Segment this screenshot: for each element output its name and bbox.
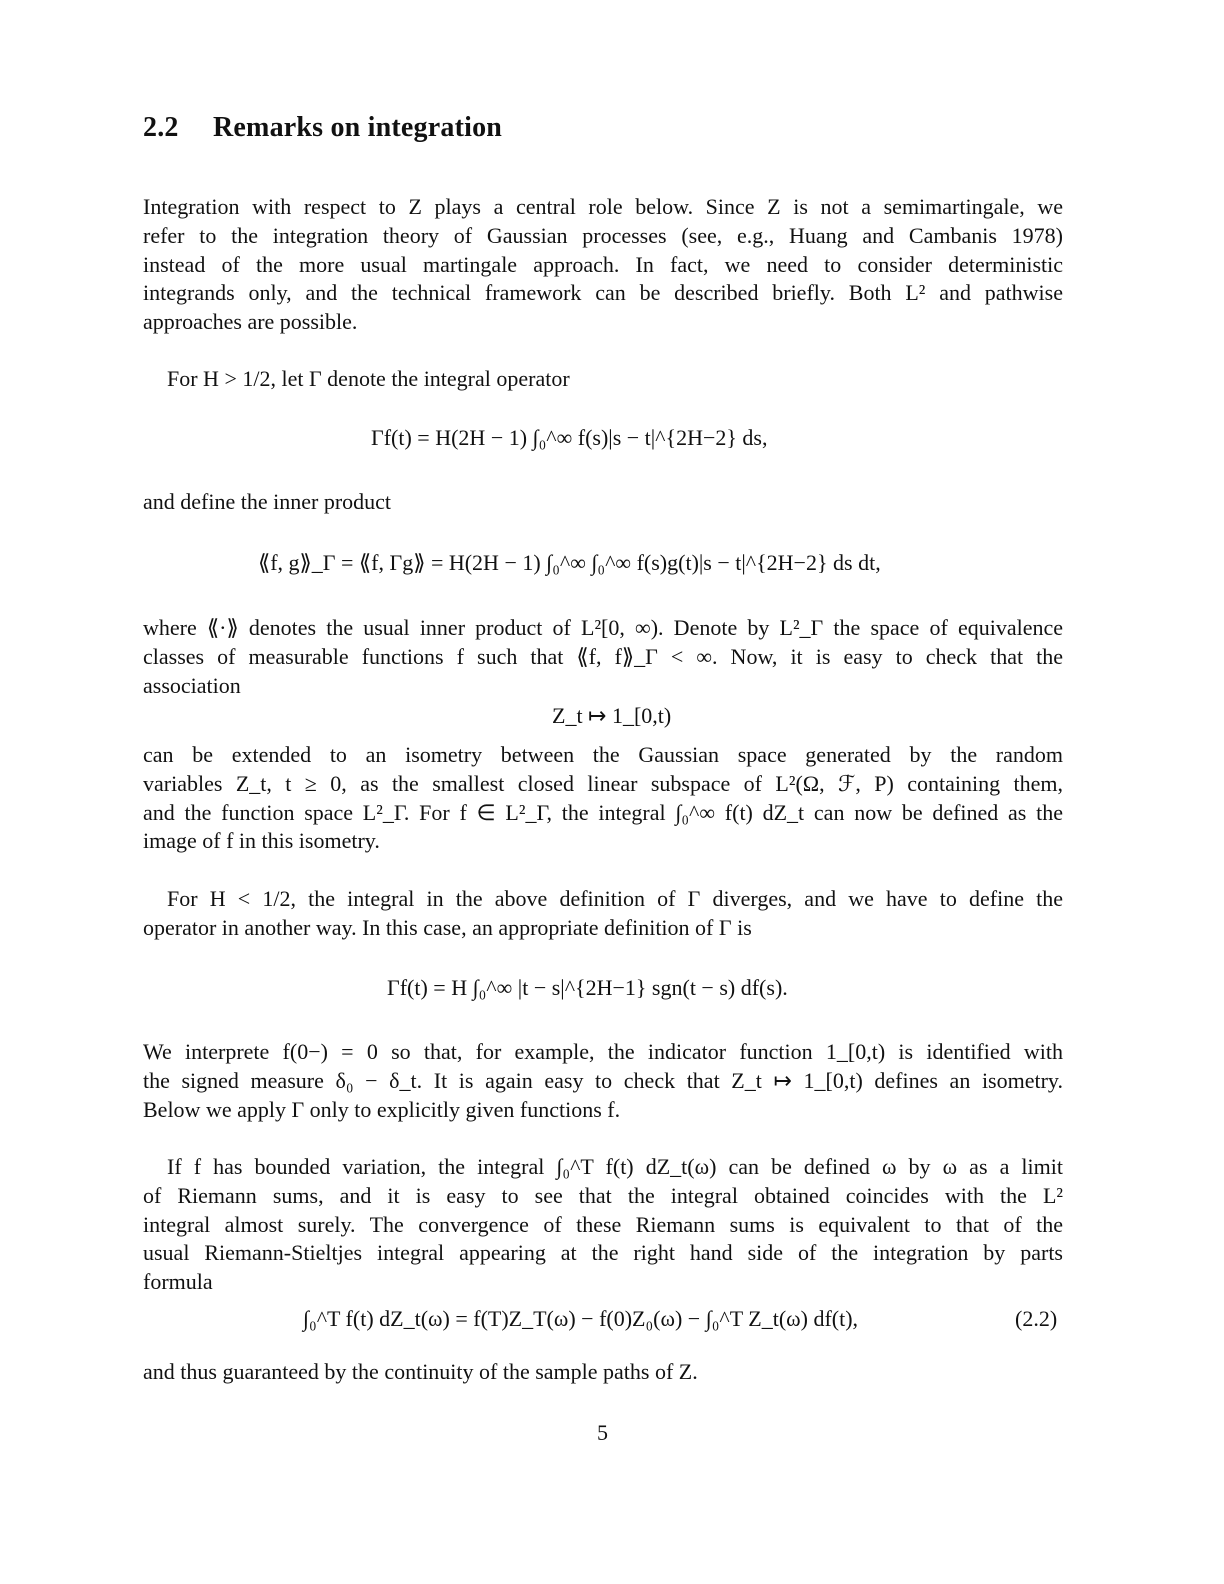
- text-line: and thus guaranteed by the continuity of the sample paths of Z.: [143, 1359, 698, 1384]
- text-line: of Riemann sums, and it is easy to see that the integral obtained coincides with the L²: [143, 1182, 1063, 1208]
- equation-gamma-alt: [387, 975, 788, 1001]
- equation-label: [1015, 1306, 1057, 1332]
- text-line: can be extended to an isometry between the Gaussian space generated by the random: [143, 742, 1063, 767]
- text-line: integrands only, and the technical framework can be described briefly. Both L² and pathwise: [143, 280, 1063, 306]
- text-line: and define the inner product: [143, 489, 392, 514]
- equation-text: Γf(t) = H ∫₀^∞ |t − s|^{2H−1} sgn(t − s) df(s).: [387, 975, 788, 1000]
- paragraph-gamma-def: [143, 365, 570, 394]
- equation-text: ∫₀^T f(t) dZ_t(ω) = f(T)Z_T(ω) − f(0)Z₀(ω) − ∫₀^T Z_t(ω) df(t),: [303, 1306, 859, 1331]
- paragraph-equivalence: [143, 614, 1063, 700]
- paragraph-h-less-half: [143, 885, 1063, 943]
- text-line: operator in another way. In this case, an appropriate definition of Γ is: [143, 914, 752, 940]
- equation-text: ⟪f, g⟫_Γ = ⟪f, Γg⟫ = H(2H − 1) ∫₀^∞ ∫₀^∞ f(s)g(t)|s − t|^{2H−2} ds dt,: [258, 550, 881, 575]
- text-line: image of f in this isometry.: [143, 828, 380, 854]
- text-line: For H > 1/2, let Γ denote the integral operator: [167, 366, 570, 391]
- text-line: We interprete f(0−) = 0 so that, for example, the indicator function 1_[0,t) is identified with: [143, 1039, 1063, 1064]
- text-line: Integration with respect to Z plays a central role below. Since Z is not a semimartingale, we: [143, 194, 1063, 219]
- paragraph-isometry: [143, 741, 1063, 856]
- text-line: where ⟪·⟫ denotes the usual inner product of L²[0, ∞). Denote by L²_Γ the space of equivalence: [143, 615, 1063, 640]
- section-title: Remarks on integration: [213, 112, 503, 143]
- text-line: Below we apply Γ only to explicitly given functions f.: [143, 1096, 621, 1122]
- text-line: classes of measurable functions f such that ⟪f, f⟫_Γ < ∞. Now, it is easy to check that the: [143, 643, 1063, 669]
- text-line: refer to the integration theory of Gaussian processes (see, e.g., Huang and Cambanis 1978): [143, 222, 1063, 248]
- text-line: association: [143, 672, 241, 698]
- text-line: and the function space L²_Γ. For f ∈ L²_Γ, the integral ∫₀^∞ f(t) dZ_t can now be defined as the: [143, 799, 1063, 825]
- text-line: variables Z_t, t ≥ 0, as the smallest closed linear subspace of L²(Ω, ℱ, P) containing them,: [143, 770, 1063, 796]
- text-line: formula: [143, 1269, 213, 1295]
- equation-integration-by-parts: [303, 1306, 858, 1332]
- text-line: integral almost surely. The convergence of these Riemann sums is equivalent to that of the: [143, 1211, 1063, 1237]
- paragraph-interpretation: [143, 1038, 1063, 1124]
- text-line: the signed measure δ₀ − δ_t. It is again easy to check that Z_t ↦ 1_[0,t) defines an isometry.: [143, 1067, 1063, 1093]
- text-line: instead of the more usual martingale approach. In fact, we need to consider deterministic: [143, 251, 1063, 277]
- paragraph-conclusion: [143, 1358, 698, 1387]
- equation-association: [552, 703, 671, 729]
- page-number: 5: [597, 1420, 608, 1445]
- text-line: approaches are possible.: [143, 309, 358, 335]
- section-number: 2.2: [143, 112, 179, 143]
- text-line: For H < 1/2, the integral in the above definition of Γ diverges, and we have to define the: [167, 886, 1063, 911]
- section-heading: [143, 112, 502, 144]
- text-line: usual Riemann-Stieltjes integral appearing at the right hand side of the integration by parts: [143, 1240, 1063, 1266]
- paragraph-inner-product: [143, 488, 391, 517]
- paragraph-bounded-variation: [143, 1153, 1063, 1297]
- equation-text: Z_t ↦ 1_[0,t): [552, 703, 672, 728]
- equation-inner-product: [258, 550, 881, 576]
- equation-gamma-operator: [371, 425, 767, 451]
- equation-text: Γf(t) = H(2H − 1) ∫₀^∞ f(s)|s − t|^{2H−2} ds,: [371, 425, 768, 450]
- paragraph-intro: [143, 193, 1063, 337]
- equation-number: (2.2): [1015, 1306, 1058, 1331]
- text-line: If f has bounded variation, the integral ∫₀^T f(t) dZ_t(ω) can be defined ω by ω as a limit: [167, 1154, 1063, 1179]
